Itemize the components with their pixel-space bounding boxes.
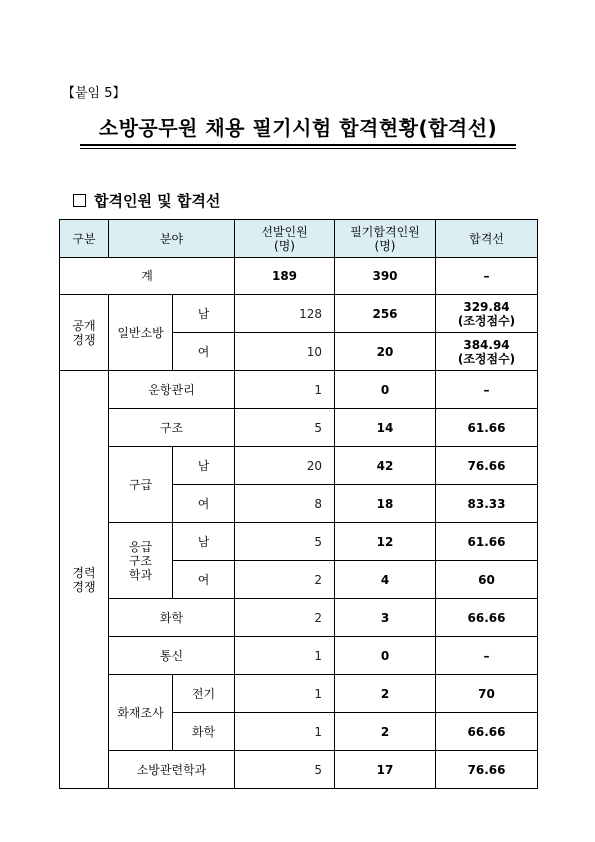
career-cutoff: 61.66 <box>436 409 538 447</box>
career-cutoff: 60 <box>436 561 538 599</box>
career-selected: 8 <box>235 485 335 523</box>
open-selected: 10 <box>235 333 335 371</box>
total-label: 계 <box>60 258 235 295</box>
open-passed: 20 <box>335 333 436 371</box>
results-table <box>59 219 538 789</box>
section-heading-text: 합격인원 및 합격선 <box>94 192 221 210</box>
career-sub: 여 <box>173 485 235 523</box>
attachment-label: 【붙임 5】 <box>62 86 126 101</box>
career-cutoff: 61.66 <box>436 523 538 561</box>
career-cutoff: 76.66 <box>436 447 538 485</box>
career-field: 구급 <box>109 447 173 523</box>
page-title: 소방공무원 채용 필기시험 합격현황(합격선) <box>98 116 498 140</box>
career-selected: 5 <box>235 751 335 789</box>
table-row <box>60 675 538 713</box>
career-field: 구조 <box>109 409 235 447</box>
career-sub: 전기 <box>173 675 235 713</box>
career-sub: 남 <box>173 447 235 485</box>
table-row <box>60 409 538 447</box>
table-row <box>60 447 538 485</box>
table-row <box>60 523 538 561</box>
table-row <box>60 637 538 675</box>
career-cutoff: – <box>436 637 538 675</box>
open-sub: 여 <box>173 333 235 371</box>
career-passed: 18 <box>335 485 436 523</box>
career-selected: 1 <box>235 371 335 409</box>
career-field: 통신 <box>109 637 235 675</box>
career-selected: 2 <box>235 561 335 599</box>
header-row <box>60 220 538 258</box>
title-underline-thin <box>80 148 516 149</box>
total-cutoff: – <box>436 258 538 295</box>
career-selected: 5 <box>235 523 335 561</box>
open-category: 공개 경쟁 <box>60 295 109 371</box>
career-selected: 1 <box>235 713 335 751</box>
career-field: 응급 구조 학과 <box>109 523 173 599</box>
career-selected: 2 <box>235 599 335 637</box>
table-row <box>60 599 538 637</box>
career-selected: 1 <box>235 637 335 675</box>
open-sub: 남 <box>173 295 235 333</box>
table-row <box>60 258 538 295</box>
career-passed: 0 <box>335 371 436 409</box>
career-passed: 0 <box>335 637 436 675</box>
table-row <box>60 371 538 409</box>
career-field: 화재조사 <box>109 675 173 751</box>
career-passed: 14 <box>335 409 436 447</box>
career-cutoff: 66.66 <box>436 599 538 637</box>
career-selected: 5 <box>235 409 335 447</box>
open-passed: 256 <box>335 295 436 333</box>
title-underline-thick <box>80 144 516 146</box>
header-field: 분야 <box>109 220 235 258</box>
career-passed: 17 <box>335 751 436 789</box>
career-selected: 20 <box>235 447 335 485</box>
table-row <box>60 295 538 333</box>
career-passed: 4 <box>335 561 436 599</box>
career-category: 경력 경쟁 <box>60 371 109 789</box>
total-passed: 390 <box>335 258 436 295</box>
career-passed: 2 <box>335 713 436 751</box>
total-selected: 189 <box>235 258 335 295</box>
open-field: 일반소방 <box>109 295 173 371</box>
open-selected: 128 <box>235 295 335 333</box>
career-field: 소방관련학과 <box>109 751 235 789</box>
section-heading <box>73 190 220 211</box>
career-passed: 2 <box>335 675 436 713</box>
career-field: 운항관리 <box>109 371 235 409</box>
career-cutoff: 66.66 <box>436 713 538 751</box>
career-cutoff: – <box>436 371 538 409</box>
career-passed: 42 <box>335 447 436 485</box>
career-sub: 여 <box>173 561 235 599</box>
header-cutoff: 합격선 <box>436 220 538 258</box>
career-sub: 화학 <box>173 713 235 751</box>
open-cutoff: 329.84 (조정점수) <box>436 295 538 333</box>
header-passed: 필기합격인원 (명) <box>335 220 436 258</box>
career-selected: 1 <box>235 675 335 713</box>
career-passed: 3 <box>335 599 436 637</box>
career-sub: 남 <box>173 523 235 561</box>
header-category: 구분 <box>60 220 109 258</box>
checkbox-square-icon <box>73 194 86 207</box>
table-row <box>60 751 538 789</box>
career-passed: 12 <box>335 523 436 561</box>
career-cutoff: 83.33 <box>436 485 538 523</box>
open-cutoff: 384.94 (조정점수) <box>436 333 538 371</box>
career-field: 화학 <box>109 599 235 637</box>
career-cutoff: 76.66 <box>436 751 538 789</box>
header-selected: 선발인원 (명) <box>235 220 335 258</box>
career-cutoff: 70 <box>436 675 538 713</box>
